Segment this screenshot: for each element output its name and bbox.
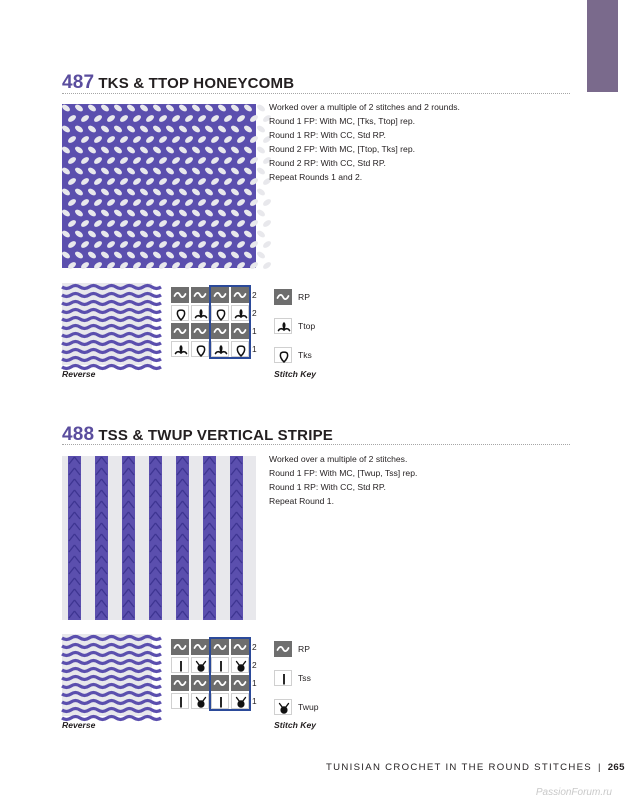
return-pass-icon [191, 323, 209, 339]
tss-stitch-icon [275, 671, 293, 687]
chart-cell [191, 693, 209, 709]
key-symbol [274, 641, 292, 657]
key-symbol [274, 289, 292, 305]
chart-row-label: 1 [252, 326, 257, 336]
chart-cell [191, 341, 209, 357]
section-number: 488 [62, 424, 95, 445]
return-pass-icon [171, 287, 189, 303]
chart-cell [191, 323, 209, 339]
front-swatch-photo-488 [62, 456, 256, 620]
reverse-caption: Reverse [62, 720, 96, 730]
instruction-line: Round 1 RP: With CC, Std RP. [269, 482, 386, 492]
instruction-line: Round 1 FP: With MC, [Tks, Ttop] rep. [269, 116, 415, 126]
stitch-key-caption: Stitch Key [274, 369, 317, 379]
chapter-side-tab [587, 0, 618, 92]
instruction-line: Repeat Rounds 1 and 2. [269, 172, 363, 182]
chart-cell [171, 657, 189, 673]
instruction-line: Repeat Round 1. [269, 496, 334, 506]
chart-cell [171, 675, 189, 691]
instruction-line: Round 1 FP: With MC, [Twup, Tss] rep. [269, 468, 418, 478]
instructions-488 [269, 452, 559, 508]
instruction-line: Round 2 RP: With CC, Std RP. [269, 158, 386, 168]
return-pass-icon [274, 289, 292, 305]
return-pass-icon [191, 287, 209, 303]
key-label: Tks [298, 350, 312, 360]
stitch-chart-487 [171, 287, 263, 365]
section-divider [62, 93, 570, 94]
chart-row-label: 2 [252, 660, 257, 670]
return-pass-icon [171, 675, 189, 691]
instruction-line: Worked over a multiple of 2 stitches. [269, 454, 408, 464]
chart-cell [171, 305, 189, 321]
chart-row-label: 1 [252, 678, 257, 688]
chart-row-label: 1 [252, 696, 257, 706]
key-symbol [274, 347, 292, 363]
section-title: TKS & TTOP HONEYCOMB [98, 75, 295, 92]
return-pass-icon [171, 323, 189, 339]
tks-stitch-icon [275, 348, 293, 364]
page-footer [326, 762, 625, 773]
twup-stitch-icon [275, 700, 293, 716]
chart-cell [171, 287, 189, 303]
repeat-highlight-box [209, 637, 251, 711]
chart-cell [191, 657, 209, 673]
chart-row-label: 2 [252, 290, 257, 300]
repeat-highlight-box [209, 285, 251, 359]
twup-stitch-icon [192, 694, 210, 710]
ttop-stitch-icon [172, 342, 190, 358]
stitch-key-488 [274, 639, 354, 719]
stitch-key-caption: Stitch Key [274, 720, 317, 730]
key-label: Ttop [298, 321, 316, 331]
watermark: PassionForum.ru [535, 787, 612, 798]
instruction-line: Worked over a multiple of 2 stitches and 2 rounds. [269, 102, 460, 112]
return-pass-icon [191, 675, 209, 691]
key-symbol [274, 318, 292, 334]
chart-cell [191, 287, 209, 303]
reverse-caption: Reverse [62, 369, 96, 379]
chart-cell [171, 639, 189, 655]
section-number: 487 [62, 72, 95, 93]
front-swatch-photo-487 [62, 104, 256, 268]
section-divider [62, 444, 570, 445]
key-symbol [274, 699, 292, 715]
instruction-line: Round 2 FP: With MC, [Ttop, Tks] rep. [269, 144, 415, 154]
instructions-487 [269, 100, 559, 184]
return-pass-icon [191, 639, 209, 655]
tks-stitch-icon [172, 306, 190, 322]
tss-stitch-icon [172, 658, 190, 674]
key-symbol [274, 670, 292, 686]
chart-cell [171, 323, 189, 339]
chart-cell [171, 693, 189, 709]
key-label: RP [298, 644, 310, 654]
chart-row-label: 2 [252, 642, 257, 652]
section-heading-487 [62, 72, 294, 94]
chart-row-label: 2 [252, 308, 257, 318]
ttop-stitch-icon [192, 306, 210, 322]
return-pass-icon [171, 639, 189, 655]
chart-cell [171, 341, 189, 357]
chart-cell [191, 675, 209, 691]
twup-stitch-icon [192, 658, 210, 674]
key-label: RP [298, 292, 310, 302]
tks-stitch-icon [192, 342, 210, 358]
section-heading-488 [62, 424, 333, 446]
stitch-chart-488 [171, 639, 263, 717]
chart-cell [191, 639, 209, 655]
page-number: 265 [607, 762, 625, 773]
ttop-stitch-icon [275, 319, 293, 335]
tss-stitch-icon [172, 694, 190, 710]
section-title: TSS & TWUP VERTICAL STRIPE [98, 427, 333, 444]
reverse-swatch-photo-487 [62, 283, 152, 365]
key-label: Tss [298, 673, 311, 683]
footer-section-title: TUNISIAN CROCHET IN THE ROUND STITCHES [326, 762, 592, 773]
chart-cell [191, 305, 209, 321]
reverse-swatch-photo-488 [62, 634, 152, 716]
return-pass-icon [274, 641, 292, 657]
footer-separator: | [598, 762, 602, 773]
stitch-key-487 [274, 287, 354, 367]
instruction-line: Round 1 RP: With CC, Std RP. [269, 130, 386, 140]
chart-row-label: 1 [252, 344, 257, 354]
key-label: Twup [298, 702, 319, 712]
